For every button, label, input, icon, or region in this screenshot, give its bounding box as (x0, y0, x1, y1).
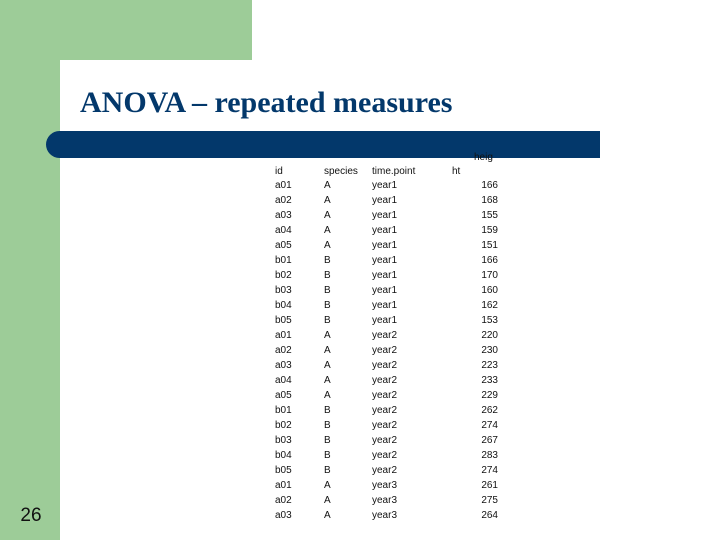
cell-height: 233 (481, 375, 498, 386)
cell-species: A (324, 375, 331, 386)
cell-time-point: year1 (372, 225, 398, 236)
cell-id: a02 (275, 345, 292, 356)
cell-time-point: year2 (372, 435, 398, 446)
cell-id: b04 (275, 300, 292, 311)
cell-id: b01 (275, 255, 292, 266)
cell-species: A (324, 480, 331, 491)
cell-id: a02 (275, 495, 292, 506)
cell-species: B (324, 420, 331, 431)
cell-id: b04 (275, 450, 292, 461)
cell-height: 274 (481, 465, 498, 476)
cell-id: a04 (275, 375, 292, 386)
cell-species: A (324, 210, 331, 221)
cell-species: A (324, 225, 331, 236)
cell-time-point: year2 (372, 360, 398, 371)
cell-id: a01 (275, 180, 292, 191)
cell-species: B (324, 285, 331, 296)
cell-height: 230 (481, 345, 498, 356)
cell-species: A (324, 495, 331, 506)
header-time-point: time.point (372, 166, 416, 177)
cell-height: 166 (481, 180, 498, 191)
cell-height: 166 (481, 255, 498, 266)
cell-height: 283 (481, 450, 498, 461)
cell-time-point: year2 (372, 450, 398, 461)
cell-height: 223 (481, 360, 498, 371)
slide-title: ANOVA – repeated measures (80, 86, 453, 119)
cell-id: a02 (275, 195, 292, 206)
cell-time-point: year3 (372, 510, 398, 521)
cell-id: b01 (275, 405, 292, 416)
cell-species: B (324, 270, 331, 281)
cell-species: B (324, 255, 331, 266)
cell-species: B (324, 300, 331, 311)
cell-id: b03 (275, 435, 292, 446)
cell-time-point: year3 (372, 480, 398, 491)
cell-time-point: year1 (372, 285, 398, 296)
cell-species: B (324, 465, 331, 476)
cell-height: 229 (481, 390, 498, 401)
cell-height: 160 (481, 285, 498, 296)
cell-species: A (324, 390, 331, 401)
cell-id: b02 (275, 420, 292, 431)
cell-time-point: year2 (372, 405, 398, 416)
cell-time-point: year1 (372, 270, 398, 281)
cell-height: 162 (481, 300, 498, 311)
cell-species: B (324, 405, 331, 416)
cell-species: A (324, 195, 331, 206)
header-id: id (275, 166, 283, 177)
cell-id: a05 (275, 390, 292, 401)
cell-id: a03 (275, 210, 292, 221)
cell-time-point: year2 (372, 330, 398, 341)
cell-species: A (324, 330, 331, 341)
cell-height: 274 (481, 420, 498, 431)
cell-id: a03 (275, 360, 292, 371)
cell-id: b05 (275, 465, 292, 476)
cell-species: A (324, 345, 331, 356)
cell-time-point: year2 (372, 465, 398, 476)
cell-time-point: year1 (372, 180, 398, 191)
cell-time-point: year1 (372, 210, 398, 221)
cell-species: B (324, 435, 331, 446)
cell-id: a01 (275, 330, 292, 341)
cell-height: 262 (481, 405, 498, 416)
cell-time-point: year3 (372, 495, 398, 506)
cell-time-point: year1 (372, 195, 398, 206)
cell-time-point: year2 (372, 420, 398, 431)
cell-time-point: year1 (372, 255, 398, 266)
cell-id: b05 (275, 315, 292, 326)
cell-height: 275 (481, 495, 498, 506)
cell-height: 153 (481, 315, 498, 326)
cell-time-point: year1 (372, 300, 398, 311)
cell-id: a01 (275, 480, 292, 491)
cell-height: 220 (481, 330, 498, 341)
title-bar (60, 131, 600, 158)
slide-number: 26 (20, 505, 42, 526)
cell-id: a03 (275, 510, 292, 521)
cell-id: b02 (275, 270, 292, 281)
cell-species: A (324, 360, 331, 371)
cell-species: A (324, 240, 331, 251)
cell-height: 155 (481, 210, 498, 221)
decor-green-left (0, 60, 60, 540)
cell-height: 159 (481, 225, 498, 236)
cell-height: 170 (481, 270, 498, 281)
cell-species: A (324, 180, 331, 191)
cell-height: 264 (481, 510, 498, 521)
cell-time-point: year2 (372, 375, 398, 386)
header-height-part1: heig (474, 152, 493, 163)
cell-height: 261 (481, 480, 498, 491)
cell-id: a05 (275, 240, 292, 251)
cell-time-point: year2 (372, 390, 398, 401)
cell-species: A (324, 510, 331, 521)
cell-height: 267 (481, 435, 498, 446)
cell-time-point: year2 (372, 345, 398, 356)
cell-id: a04 (275, 225, 292, 236)
header-species: species (324, 166, 358, 177)
cell-id: b03 (275, 285, 292, 296)
cell-height: 151 (481, 240, 498, 251)
cell-species: B (324, 450, 331, 461)
cell-height: 168 (481, 195, 498, 206)
cell-species: B (324, 315, 331, 326)
cell-time-point: year1 (372, 240, 398, 251)
cell-time-point: year1 (372, 315, 398, 326)
decor-green-top (0, 0, 252, 60)
header-height-part2: ht (452, 166, 461, 177)
